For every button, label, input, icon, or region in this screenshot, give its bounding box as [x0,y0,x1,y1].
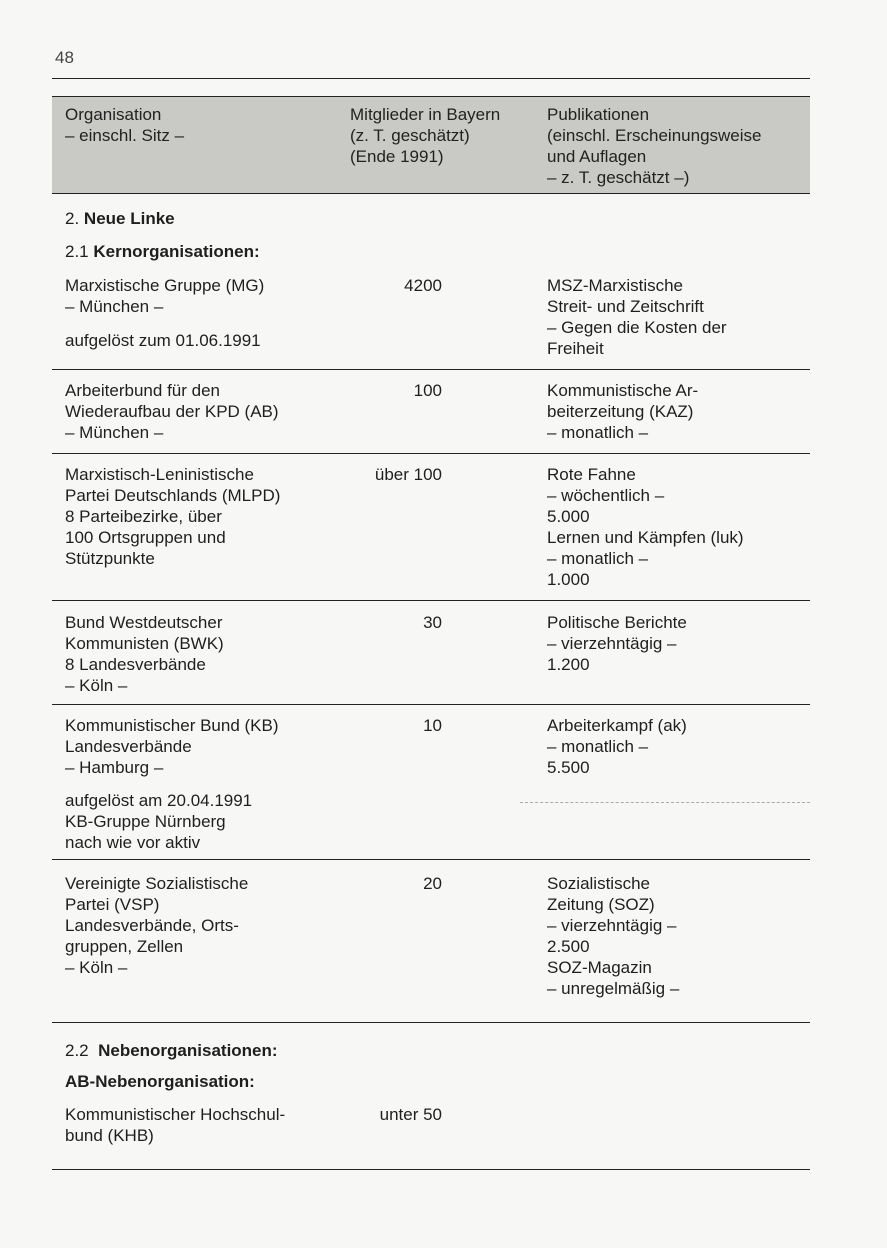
page-number: 48 [55,48,74,67]
header-publications: Publikationen (einschl. Erscheinungsweise und Auflagen – z. T. geschätzt –) [547,105,762,187]
members-vsp: 20 [423,874,442,893]
org-bwk: Bund Westdeutscher Kommunisten (BWK) 8 Landesverbände – Köln – [65,613,224,695]
members-ab: 100 [413,381,442,400]
top-rule [52,78,810,79]
section-22-number: 2.2 [65,1041,89,1060]
header-members: Mitglieder in Bayern (z. T. geschätzt) (Ende 1991) [350,105,501,166]
bottom-rule [52,1169,810,1170]
pub-ab: Kommunistische Ar- beiterzeitung (KAZ) – monatlich – [547,381,699,442]
members-khb: unter 50 [379,1105,442,1124]
row-divider [52,1022,810,1023]
members-mg: 4200 [404,276,442,295]
pub-kb: Arbeiterkampf (ak) – monatlich – 5.500 [547,716,687,777]
pub-mg: MSZ-Marxistische Streit- und Zeitschrift – Gegen die Kosten der Freiheit [547,276,727,358]
org-ab: Arbeiterbund für den Wiederaufbau der KPD (AB) – München – [65,381,279,442]
row-divider [52,704,810,705]
section-2-number: 2. [65,209,80,228]
note-mg: aufgelöst zum 01.06.1991 [65,331,261,350]
org-mlpd: Marxistisch-Leninistische Partei Deutschlands (MLPD) 8 Parteibezirke, über 100 Ortsgruppen und Stützpunkte [65,465,281,568]
row-divider [52,600,810,601]
org-mg: Marxistische Gruppe (MG) – München – [65,276,265,316]
note-kb: aufgelöst am 20.04.1991 KB-Gruppe Nürnberg nach wie vor aktiv [65,791,253,852]
scan-artifact-line [520,802,810,804]
section-21-title: Kernorganisationen: [93,242,260,261]
section-22-title: Nebenorganisationen: [98,1041,278,1060]
ab-subheading: AB-Nebenorganisation: [65,1072,255,1091]
members-mlpd: über 100 [374,465,442,484]
org-khb: Kommunistischer Hochschul- bund (KHB) [65,1105,286,1145]
section-21-heading [65,242,260,262]
row-divider [52,859,810,860]
section-21-number: 2.1 [65,242,89,261]
section-2-title: Neue Linke [83,209,175,228]
org-kb: Kommunistischer Bund (KB) Landesverbände – Hamburg – [65,716,279,777]
section-22-heading [65,1041,278,1061]
pub-vsp: Sozialistische Zeitung (SOZ) – vierzehntägig – 2.500 SOZ-Magazin – unregelmäßig – [547,874,680,998]
org-vsp: Vereinigte Sozialistische Partei (VSP) Landesverbände, Orts- gruppen, Zellen – Köln – [65,874,249,977]
row-divider [52,369,810,370]
row-divider [52,453,810,454]
members-kb: 10 [423,716,442,735]
pub-bwk: Politische Berichte – vierzehntägig – 1.200 [547,613,687,674]
members-bwk: 30 [423,613,442,632]
header-organisation: Organisation – einschl. Sitz – [65,105,185,145]
section-2-heading [65,209,175,229]
pub-mlpd: Rote Fahne – wöchentlich – 5.000 Lernen und Kämpfen (luk) – monatlich – 1.000 [547,465,744,589]
